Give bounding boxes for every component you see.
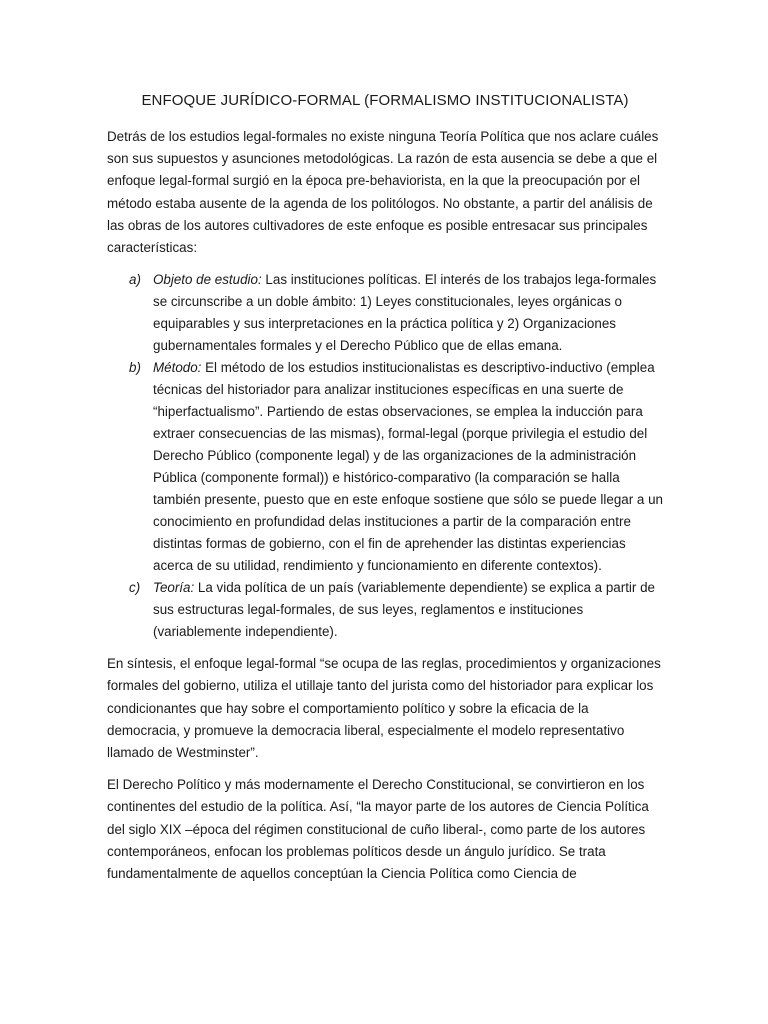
item-text: El método de los estudios institucionalistas es descriptivo-inductivo (emplea técnicas del historiador para analizar instituciones específicas en una suerte de “hiperfactualismo”. Partiendo de estas observaciones, se emplea la inducción para extraer consecuencias de las mismas), formal-legal (porque privilegia el estudio del Derecho Público (componente legal) y de las organizaciones de la administración Pública (componente formal)) e histórico-comparativo (la comparación se halla también presente, puesto que en este enfoque sostiene que sólo se puede llegar a un conocimiento en profundidad delas instituciones a partir de la comparación entre distintas formas de gobierno, con el fin de aprehender las distintas experiencias acerca de su utilidad, rendimiento y funcionamiento en diferente contextos). — [153, 360, 663, 574]
document-body — [107, 90, 663, 895]
list-item — [107, 577, 663, 643]
document-title: ENFOQUE JURÍDICO-FORMAL (FORMALISMO INSTITUCIONALISTA) — [141, 92, 629, 109]
intro-paragraph: Detrás de los estudios legal-formales no existe ninguna Teoría Política que nos aclare cuáles son sus supuestos y asunciones metodológicas. La razón de esta ausencia se debe a que el enfoque legal-formal surgió en la época pre-behaviorista, en la que la preocupación por el método estaba ausente de la agenda de los politólogos. No obstante, a partir del análisis de las obras de los autores cultivadores de este enfoque es posible entresacar sus principales características: — [107, 129, 659, 256]
list-item — [107, 269, 663, 357]
characteristics-list — [107, 269, 663, 643]
list-marker: a) — [129, 272, 141, 288]
closing-paragraph: El Derecho Político y más modernamente el Derecho Constitucional, se convirtieron en los continentes del estudio de la política. Así, “la mayor parte de los autores de Ciencia Política del siglo XIX –época del régimen constitucional de cuño liberal-, como parte de los autores contemporáneos, enfocan los problemas políticos desde un ángulo jurídico. Se trata fundamentalmente de aquellos conceptúan la Ciencia Política como Ciencia de — [107, 777, 649, 882]
item-text: La vida política de un país (variablemente dependiente) se explica a partir de sus estructuras legal-formales, de sus leyes, reglamentos e instituciones (variablemente independiente). — [153, 580, 655, 640]
item-text: Las instituciones políticas. El interés de los trabajos lega-formales se circunscribe a un doble ámbito: 1) Leyes constitucionales, leyes orgánicas o equiparables y sus interpretaciones en la práctica política y 2) Organizaciones gubernamentales formales y el Derecho Público que de ellas emana. — [153, 272, 657, 354]
item-term: Teoría: — [153, 580, 195, 596]
list-marker: c) — [129, 580, 141, 596]
item-term: Método: — [153, 360, 202, 376]
item-term: Objeto de estudio: — [153, 272, 262, 288]
synthesis-paragraph: En síntesis, el enfoque legal-formal “se ocupa de las reglas, procedimientos y organizaciones formales del gobierno, utiliza el utillaje tanto del jurista como del historiador para explicar los condicionantes que hay sobre el comportamiento político y sobre la eficacia de la democracia, y promueve la democracia liberal, especialmente el modelo representativo llamado de Westminster”. — [107, 656, 661, 761]
list-marker: b) — [129, 360, 141, 376]
list-item — [107, 357, 663, 577]
